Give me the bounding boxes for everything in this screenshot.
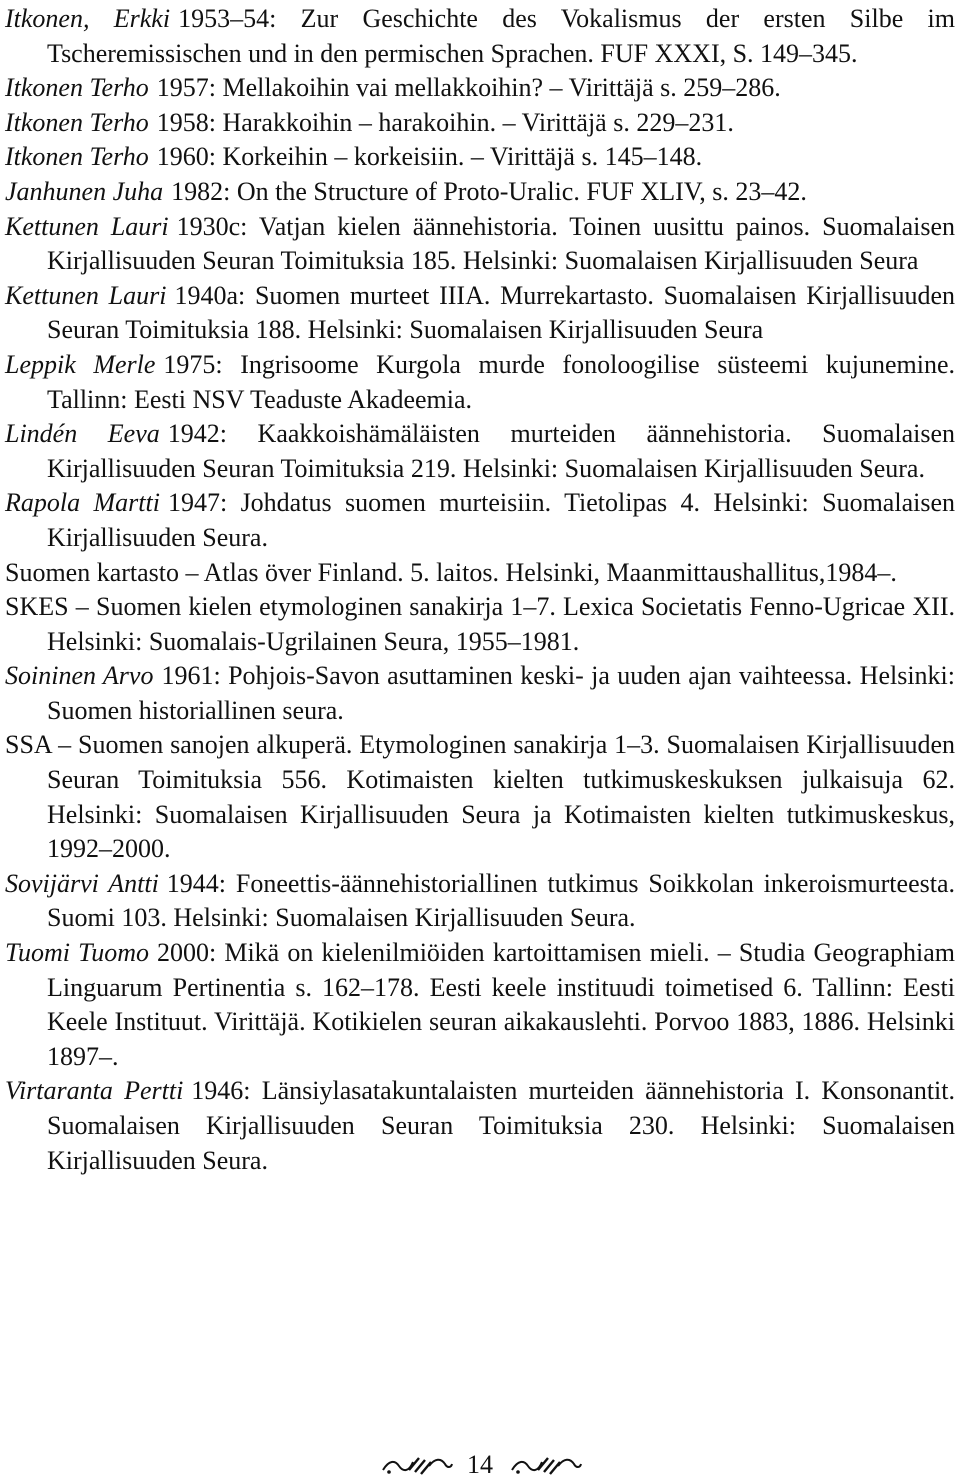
reference-entry	[5, 867, 955, 936]
reference-entry	[5, 1074, 955, 1178]
reference-entry	[5, 140, 955, 175]
reference-text: 1957: Mellakoihin vai mellakkoihin? – Virittäjä s. 259–286.	[156, 73, 781, 103]
reference-entry	[5, 210, 955, 279]
reference-text: 1940a: Suomen murteet IIIA. Murrekartasto. Suomalaisen Kirjallisuuden Seuran Toimituksia 188. Helsinki: Suomalaisen Kirjallisuuden Seura	[47, 280, 956, 345]
reference-author: Itkonen, Erkki	[5, 4, 171, 33]
left-ornament-icon	[379, 1452, 453, 1478]
reference-author: Kettunen Lauri	[5, 211, 169, 241]
reference-text: 1942: Kaakkoishämäläisten murteiden äännehistoria. Suomalaisen Kirjallisuuden Seuran Toimituksia 219. Helsinki: Suomalaisen Kirjallisuuden Seura.	[47, 419, 956, 483]
reference-text: 1930c: Vatjan kielen äännehistoria. Toinen uusittu painos. Suomalaisen Kirjallisuuden Seuran Toimituksia 185. Helsinki: Suomalaisen Kirjallisuuden Seura	[47, 211, 955, 276]
reference-entry	[5, 106, 955, 141]
reference-text: 1947: Johdatus suomen murteisiin. Tietolipas 4. Helsinki: Suomalaisen Kirjallisuuden Seura.	[47, 488, 955, 552]
reference-entry	[5, 417, 955, 486]
reference-entry	[5, 556, 955, 591]
reference-text: 1982: On the Structure of Proto-Uralic. FUF XLIV, s. 23–42.	[171, 176, 807, 206]
reference-author: Virtaranta Pertti	[5, 1076, 184, 1106]
reference-text: SSA – Suomen sanojen alkuperä. Etymologinen sanakirja 1–3. Suomalaisen Kirjallisuuden Seuran Toimituksia 556. Kotimaisten kielten tutkimuskeskuksen julkaisuja 62. Helsinki: Suomalaisen Kirjallisuuden Seura ja Kotimaisten kielten tutkimuskeskus, 1992–2000.	[5, 730, 955, 864]
reference-entry	[5, 175, 955, 210]
reference-author: Tuomi Tuomo	[5, 938, 149, 968]
reference-text: 1946: Länsiylasatakuntalaisten murteiden äännehistoria I. Konsonantit. Suomalaisen Kirjallisuuden Seuran Toimituksia 230. Helsinki: Suomalaisen Kirjallisuuden Seura.	[47, 1076, 955, 1175]
reference-entry	[5, 279, 955, 348]
reference-text: 1944: Foneettis-äännehistoriallinen tutkimus Soikkolan inkeroismurteesta. Suomi 103. Helsinki: Suomalaisen Kirjallisuuden Seura.	[47, 868, 955, 933]
right-ornament-icon	[508, 1452, 582, 1478]
reference-entry	[5, 71, 955, 106]
page-number: 14	[467, 1450, 493, 1480]
reference-entry	[5, 486, 955, 555]
reference-author: Leppik Merle	[5, 349, 156, 379]
reference-entry	[5, 348, 955, 417]
reference-text: Suomen kartasto – Atlas över Finland. 5. laitos. Helsinki, Maanmittaushallitus,1984–.	[5, 557, 897, 587]
reference-text: 1958: Harakkoihin – harakoihin. – Virittäjä s. 229–231.	[156, 107, 734, 137]
reference-text: 1960: Korkeihin – korkeisiin. – Virittäjä s. 145–148.	[156, 142, 703, 172]
reference-author: Itkonen Terho	[5, 73, 149, 103]
reference-text: 1975: Ingrisoome Kurgola murde fonoloogilise süsteemi kujunemine. Tallinn: Eesti NSV Teaduste Akadeemia.	[47, 349, 955, 414]
reference-text: 1961: Pohjois-Savon asuttaminen keski- ja uuden ajan vaihteessa. Helsinki: Suomen historiallinen seura.	[47, 661, 955, 725]
reference-entry	[5, 936, 955, 1074]
reference-entry	[5, 590, 955, 659]
reference-author: Soininen Arvo	[5, 661, 154, 691]
reference-text: 1953–54: Zur Geschichte des Vokalismus der ersten Silbe im Tscheremissischen und in den permischen Sprachen. FUF XXXI, S. 149–345.	[47, 4, 956, 68]
page-footer	[0, 1445, 960, 1481]
reference-author: Lindén Eeva	[5, 419, 160, 449]
reference-text: 2000: Mikä on kielenilmiöiden kartoittamisen mieli. – Studia Geographiam Linguarum Pertinentia s. 162–178. Eesti keele instituudi toimetised 6. Tallinn: Eesti Keele Instituut. Virittäjä. Kotikielen seuran aikakauslehti. Porvoo 1883, 1886. Helsinki 1897–.	[47, 938, 955, 1071]
reference-author: Sovijärvi Antti	[5, 868, 159, 898]
reference-author: Rapola Martti	[5, 488, 160, 518]
reference-entry	[5, 2, 955, 71]
reference-entry	[5, 728, 955, 866]
reference-entry	[5, 659, 955, 728]
reference-list	[5, 2, 955, 1178]
reference-author: Itkonen Terho	[5, 142, 149, 172]
reference-author: Janhunen Juha	[5, 176, 164, 206]
reference-text: SKES – Suomen kielen etymologinen sanakirja 1–7. Lexica Societatis Fenno-Ugricae XII. Helsinki: Suomalais-Ugrilainen Seura, 1955–1981.	[5, 592, 955, 656]
reference-author: Itkonen Terho	[5, 107, 149, 137]
reference-author: Kettunen Lauri	[5, 280, 167, 310]
